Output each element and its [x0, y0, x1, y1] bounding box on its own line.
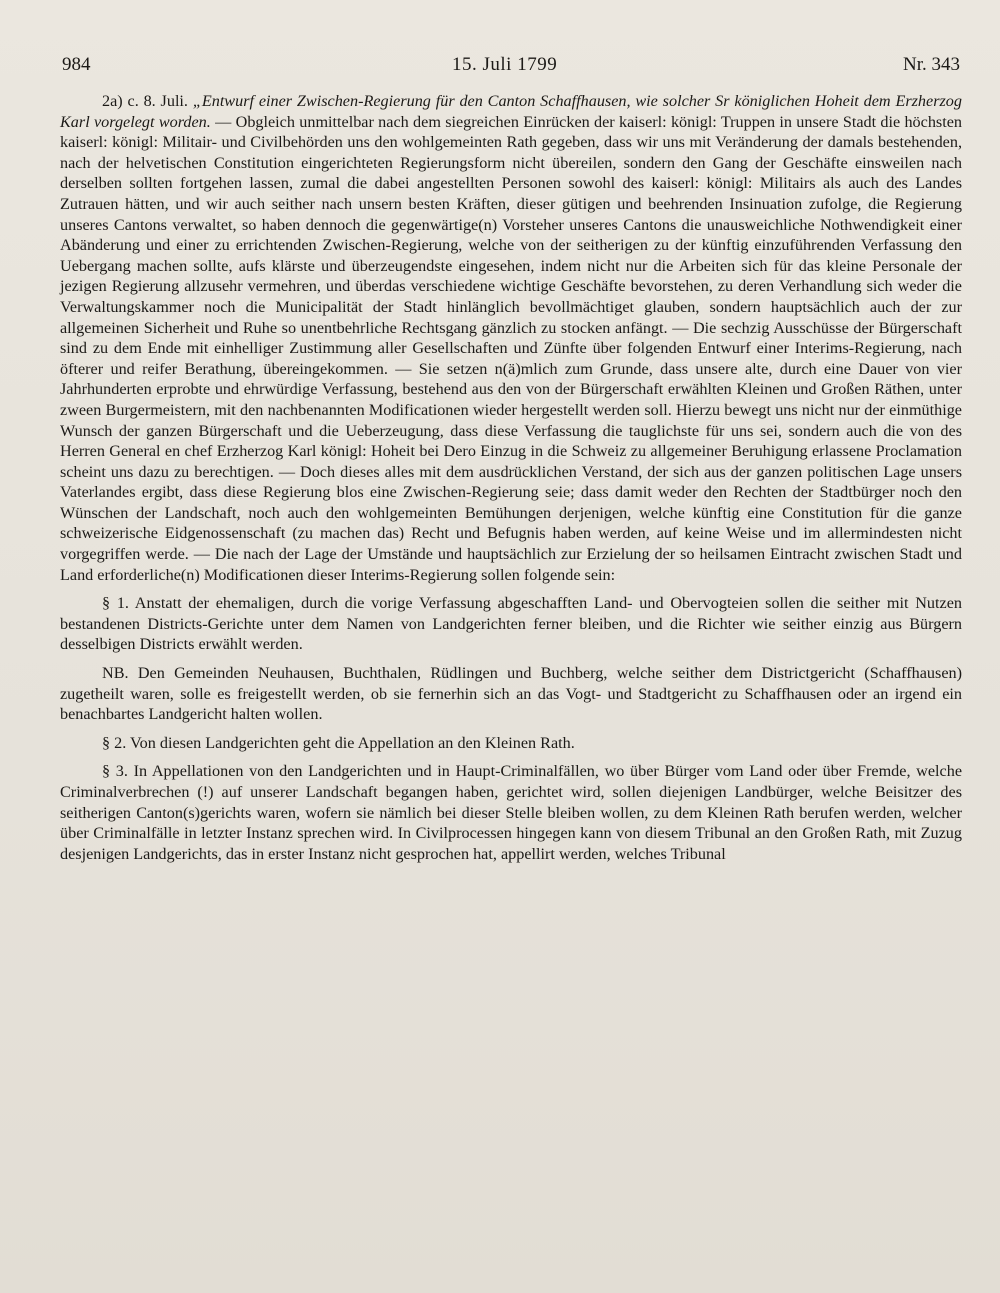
- document-body: [60, 91, 962, 864]
- document-number: Nr. 343: [903, 54, 960, 75]
- section-2: § 2. Von diesen Landgerichten geht die Appellation an den Kleinen Rath.: [102, 733, 575, 752]
- entry-paragraph: [60, 91, 962, 585]
- section-3: § 3. In Appellationen von den Landgerichten und in Haupt-Criminalfällen, wo über Bürger vom Land oder über Fremde, welche Criminalverbrechen (!) auf unserer Landschaft begangen haben, gerichtet wird, sollen diejenigen Landbürger, welche Beisitzer des seitherigen Canton(s)gerichts waren, wofern sie nämlich bei dieser Stelle bleiben wollen, zu dem Kleinen Rath berufen werden, welcher über Criminalfälle in letzter Instanz sprechen wird. In Civilprocessen hingegen kann von diesem Tribunal an den Großen Rath, mit Zuzug desjenigen Landgerichts, das in erster Instanz nicht gesprochen hat, appellirt werden, welches Tribunal: [60, 762, 962, 863]
- entry-label: 2a) c. 8. Juli.: [102, 92, 188, 110]
- section-nb: NB. Den Gemeinden Neuhausen, Buchthalen, Rüdlingen und Buchberg, welche seither dem Districtgericht (Schaffhausen) zugetheilt waren, solle es freigestellt werden, ob sie fernerhin sich an das Vogt- und Stadtgericht zu Schaffhausen oder an irgend ein benachbartes Landgericht halten wollen.: [60, 664, 962, 724]
- section-1: § 1. Anstatt der ehemaligen, durch die vorige Verfassung abgeschafften Land- und Obervogteien sollen die seither mit Nutzen bestandenen Districts-Gerichte unter dem Namen von Landgerichten ferner bleiben, und die Richter wie seither einzig aus Bürgern desselbigen Districts erwählt werden.: [60, 594, 962, 654]
- header-date: 15. Juli 1799: [452, 54, 558, 75]
- page-number: 984: [62, 54, 91, 75]
- entry-text: — Obgleich unmittelbar nach dem siegreichen Einrücken der kaiserl: königl: Truppen in unsere Stadt die höchsten kaiserl: königl: Militair- und Civilbehörden uns den wohlgemeinten Rath gegeben, dass wir uns mit Veränderung der damals bestehenden, nach der helvetischen Constitution eingerichteten Regierungsform nicht übereilen, sondern den Gang der Geschäfte einsweilen nach derselben sollten fortgehen lassen, zumal die dabei angestellten Personen sowohl des kaiserl: königl: Militairs als auch des Landes Zutrauen hätten, und wir auch seither nach unsern besten Kräften, dieser gütigen und beehrenden Insinuation zufolge, die Regierung unseres Cantons verwaltet, so haben dennoch die gegenwärtige(n) Vorsteher unseres Cantons die unausweichliche Nothwendigkeit einer Abänderung und einer zu errichtenden Zwischen-Regierung, welche von der seitherigen zu der künftig einzuführenden Verfassung den Uebergang machen sollte, aufs klärste und überzeugendste eingesehen, indem nicht nur die Arbeiten sich für das kleine Personale der jezigen Regierung allzusehr vermehren, und überdas verschiedene wichtige Geschäfte bevorstehen, zu deren Verhandlung sich weder die Verwaltungskammer noch die Municipalität der Stadt hinlänglich bevollmächtiget glauben, sondern hauptsächlich auch der zur allgemeinen Sicherheit und Ruhe so unentbehrliche Rechtsgang gänzlich zu stocken anfängt. — Die sechzig Ausschüsse der Bürgerschaft sind zu dem Ende mit einhelliger Zustimmung aller Gesellschaften und Zünfte über folgenden Entwurf einer Interims-Regierung, nach öfterer und reifer Berathung, übereingekommen. — Sie setzen n(ä)mlich zum Grunde, dass unsere alte, durch eine Dauer von vier Jahrhunderten erprobte und ehrwürdige Verfassung, bestehend aus den von der Bürgerschaft erwählten Kleinen und Großen Räthen, unter zween Burgermeistern, mit den nachbenannten Modificationen wieder hergestellt werden soll. Hierzu bewegt uns nicht nur der einmüthige Wunsch der ganzen Bürgerschaft und die Ueberzeugung, dass diese Verfassung die tauglichste für uns sei, sondern auch die von des Herren General en chef Erzherzog Karl königl: Hoheit bei Dero Einzug in die Schweiz zu allgemeiner Beruhigung erlassene Proclamation scheint uns dazu zu berechtigen. — Doch dieses alles mit dem ausdrücklichen Verstand, der sich aus der ganzen politischen Lage unsers Vaterlandes ergibt, dass diese Regierung blos eine Zwischen-Regierung seie; dass damit weder den Rechten der Stadtbürger noch den Wünschen der Landschaft, noch auch den wohlgemeinten Bemühungen derjenigen, welche künftig eine Constitution für die ganze schweizerische Eidgenossenschaft (zu machen das) Recht und Befugnis haben werden, auf keine Weise und im allermindesten nicht vorgegriffen werde. — Die nach der Lage der Umstände und hauptsächlich zur Erzielung der so heilsamen Eintracht zwischen Stadt und Land erforderliche(n) Modificationen dieser Interims-Regierung sollen folgende sein:: [60, 112, 963, 584]
- running-header: [62, 54, 960, 84]
- entry-title: „Entwurf einer Zwischen-Regierung für den Canton Schaffhausen, wie solcher Sr königlichen Hoheit dem Erzherzog Karl vorgelegt worden.: [60, 92, 962, 131]
